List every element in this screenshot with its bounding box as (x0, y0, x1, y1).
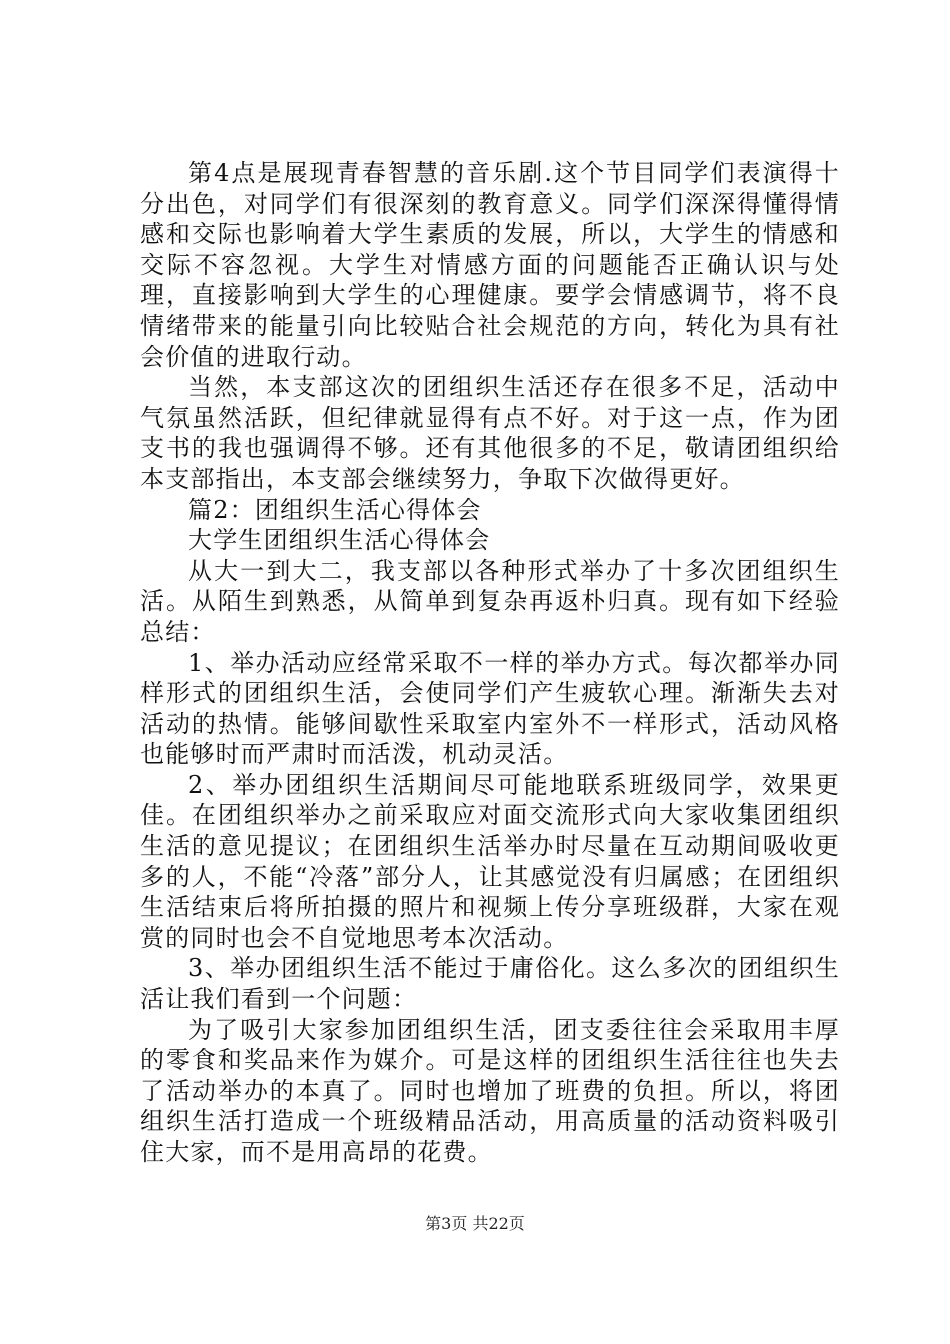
paragraph-shortcomings: 当然，本支部这次的团组织生活还存在很多不足，活动中气氛虽然活跃，但纪律就显得有点不好。对于这一点，作为团支书的我也强调得不够。还有其他很多的不足，敬请团组织给本支部指出，本支部会继续努力，争取下次做得更好。 (140, 373, 840, 493)
section-heading: 篇2：团组织生活心得体会 (188, 495, 482, 524)
paragraph-point-1: 1、举办活动应经常采取不一样的举办方式。每次都举办同样形式的团组织生活，会使同学们产生疲软心理。渐渐失去对活动的热情。能够间歇性采取室内室外不一样形式，活动风格也能够时而严肃时而活泼，机动灵活。 (140, 648, 840, 769)
section-title: 大学生团组织生活心得体会 (188, 526, 491, 555)
paragraph-intro: 从大一到大二，我支部以各种形式举办了十多次团组织生活。从陌生到熟悉，从简单到复杂再返朴归真。现有如下经验总结： (140, 556, 840, 646)
paragraph-point-3-detail: 为了吸引大家参加团组织生活，团支委往往会采取用丰厚的零食和奖品来作为媒介。可是这样的团组织生活往往也失去了活动举办的本真了。同时也增加了班费的负担。所以，将团组织生活打造成一个班级精品活动，用高质量的活动资料吸引住大家，而不是用高昂的花费。 (140, 1015, 840, 1166)
paragraph-musical: 第4点是展现青春智慧的音乐剧.这个节目同学们表演得十分出色，对同学们有很深刻的教育意义。同学们深深得懂得情感和交际也影响着大学生素质的发展，所以，大学生的情感和交际不容忽视。大学生对情感方面的问题能否正确认识与处理，直接影响到大学生的心理健康。要学会情感调节，将不良情绪带来的能量引向比较贴合社会规范的方向，转化为具有社会价值的进取行动。 (140, 159, 840, 371)
paragraph-point-2: 2、举办团组织生活期间尽可能地联系班级同学，效果更佳。在团组织举办之前采取应对面交流形式向大家收集团组织生活的意见提议；在团组织生活举办时尽量在互动期间吸收更多的人，不能“冷落”部分人，让其感觉没有归属感；在团组织生活结束后将所拍摄的照片和视频上传分享班级群，大家在观赏的同时也会不自觉地思考本次活动。 (140, 770, 840, 952)
paragraph-point-3: 3、举办团组织生活不能过于庸俗化。这么多次的团组织生活让我们看到一个问题： (140, 954, 840, 1014)
page-footer: 第3页 共22页 (425, 1214, 525, 1233)
document-body (140, 158, 840, 1168)
